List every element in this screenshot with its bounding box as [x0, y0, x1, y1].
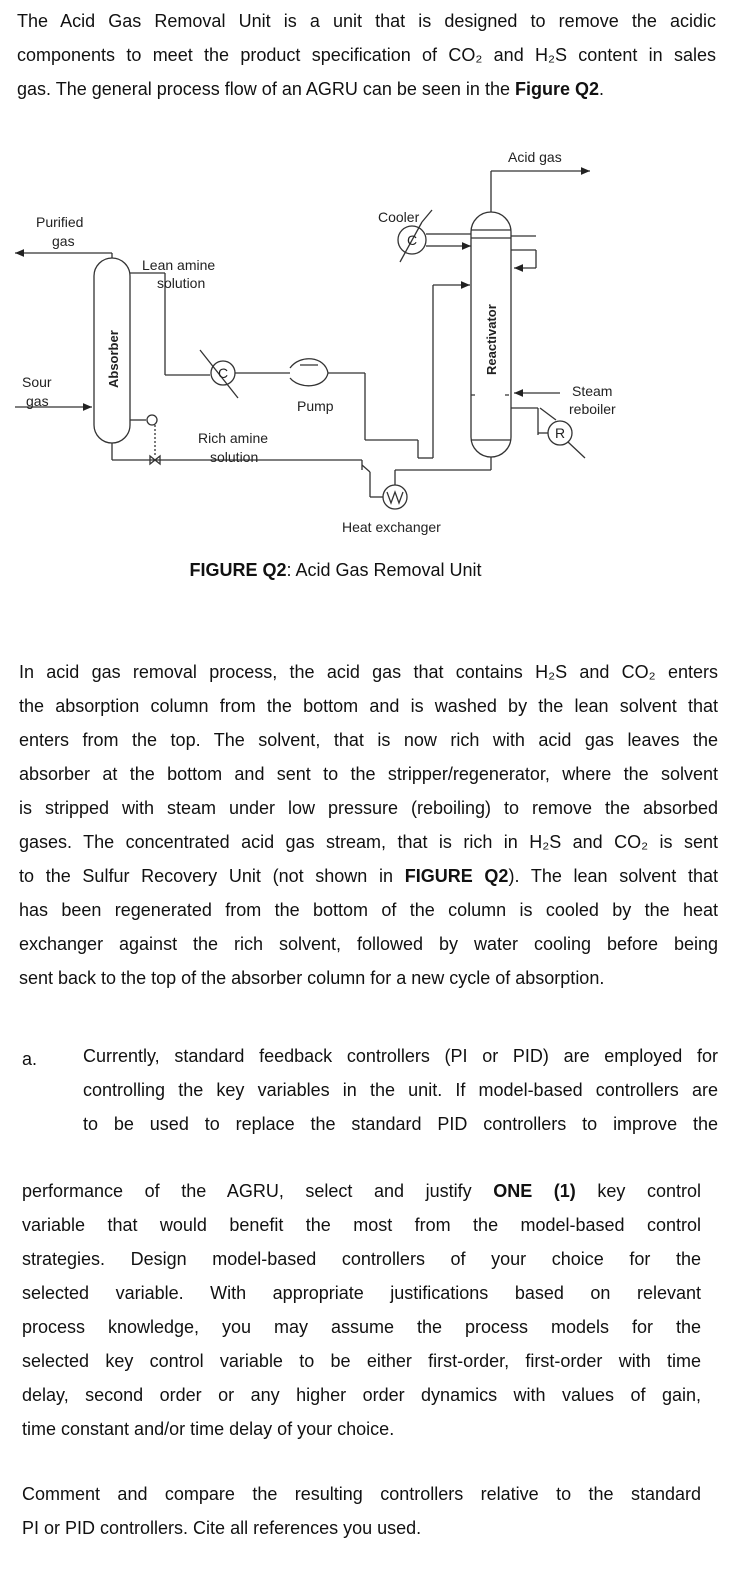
text-line: The Acid Gas Removal Unit is a unit that is designed to remove the acidic [17, 11, 716, 31]
purified-gas-label-2: gas [52, 233, 75, 249]
text-line: controlling the key variables in the unit. If model-based controllers are [83, 1080, 718, 1100]
figure-reference: FIGURE Q2 [404, 866, 509, 886]
text-line: selected key control variable to be either first-order, first-order with time [22, 1351, 701, 1371]
pump-label: Pump [297, 398, 334, 414]
text-segment: to the Sulfur Recovery Unit (not shown in [19, 866, 405, 886]
text-line: components to meet the product specification of CO₂ and H₂S content in sales [17, 45, 716, 65]
cooler-label: Cooler [378, 209, 420, 225]
text-line: the absorption column from the bottom and is washed by the lean solvent that [19, 696, 718, 716]
text-line: sent back to the top of the absorber column for a new cycle of absorption. [19, 968, 605, 988]
question-a-paragraph [83, 1039, 718, 1141]
text-segment: ). The lean solvent that [508, 866, 719, 886]
text-segment: key control [575, 1181, 701, 1201]
reactivator-label: Reactivator [484, 304, 499, 375]
text-line: is stripped with steam under low pressure (reboiling) to remove the absorbed [19, 798, 718, 818]
figure-caption-bold: FIGURE Q2 [189, 560, 287, 580]
text-line: strategies. Design model-based controllers of your choice for the [22, 1249, 701, 1269]
rich-amine-label-2: solution [210, 449, 259, 465]
process-paragraph [19, 655, 718, 995]
rich-amine-label: Rich amine [198, 430, 269, 446]
figure-caption [0, 560, 671, 581]
text-line: gases. The concentrated acid gas stream, that is rich in H₂S and CO₂ is sent [19, 832, 718, 852]
acid-gas-label: Acid gas [508, 149, 562, 165]
text-line [22, 1174, 701, 1208]
text-line: exchanger against the rich solvent, followed by water cooling before being [19, 934, 718, 954]
steam-reboiler-label: Steam [572, 383, 613, 399]
text-line: PI or PID controllers. Cite all references you used. [22, 1518, 422, 1538]
text-line [17, 72, 716, 106]
text-line: Comment and compare the resulting controllers relative to the standard [22, 1484, 701, 1504]
lean-amine-label-2: solution [157, 275, 206, 291]
intro-paragraph [17, 4, 716, 106]
text-line: variable that would benefit the most from the model-based control [22, 1215, 701, 1235]
sour-gas-label-2: gas [26, 393, 49, 409]
sour-gas-label: Sour [22, 374, 52, 390]
absorber-label: Absorber [106, 330, 121, 388]
heat-exchanger-symbol [383, 485, 407, 509]
lean-cooler-c-label: C [218, 365, 229, 381]
figure-reference: Figure Q2 [514, 79, 599, 99]
purified-gas-label: Purified [36, 214, 84, 230]
reboiler-r-label: R [555, 425, 566, 441]
text-segment: gas. The general process flow of an AGRU can be seen in the [17, 79, 515, 99]
text-segment: . [598, 79, 604, 99]
emphasis-one: ONE (1) [493, 1181, 576, 1201]
text-line: has been regenerated from the bottom of the column is cooled by the heat [19, 900, 718, 920]
text-line: to be used to replace the standard PID controllers to improve the [83, 1114, 718, 1134]
text-line: time constant and/or time delay of your choice. [22, 1419, 395, 1439]
text-line: absorber at the bottom and sent to the stripper/regenerator, where the solvent [19, 764, 718, 784]
comment-paragraph [22, 1477, 701, 1545]
text-line: Currently, standard feedback controllers (PI or PID) are employed for [83, 1046, 718, 1066]
text-line: delay, second order or any higher order dynamics with values of gain, [22, 1385, 701, 1405]
figure-caption-text: : Acid Gas Removal Unit [286, 560, 482, 580]
text-line: enters from the top. The solvent, that is now rich with acid gas leaves the [19, 730, 718, 750]
text-line: process knowledge, you may assume the process models for the [22, 1317, 701, 1337]
text-line [19, 859, 718, 893]
cooler-c-label: C [407, 232, 418, 248]
lean-amine-label: Lean amine [142, 257, 216, 273]
text-segment: performance of the AGRU, select and justify [22, 1181, 494, 1201]
pump-symbol [290, 359, 328, 386]
heat-exchanger-label: Heat exchanger [342, 519, 441, 535]
text-line: In acid gas removal process, the acid gas that contains H₂S and CO₂ enters [19, 662, 718, 682]
steam-reboiler-label-2: reboiler [569, 401, 616, 417]
process-flow-diagram [0, 140, 741, 560]
question-a-continuation [22, 1174, 701, 1446]
text-line: selected variable. With appropriate justifications based on relevant [22, 1283, 701, 1303]
question-label: a. [22, 1049, 38, 1069]
diagram-svg [0, 140, 741, 560]
